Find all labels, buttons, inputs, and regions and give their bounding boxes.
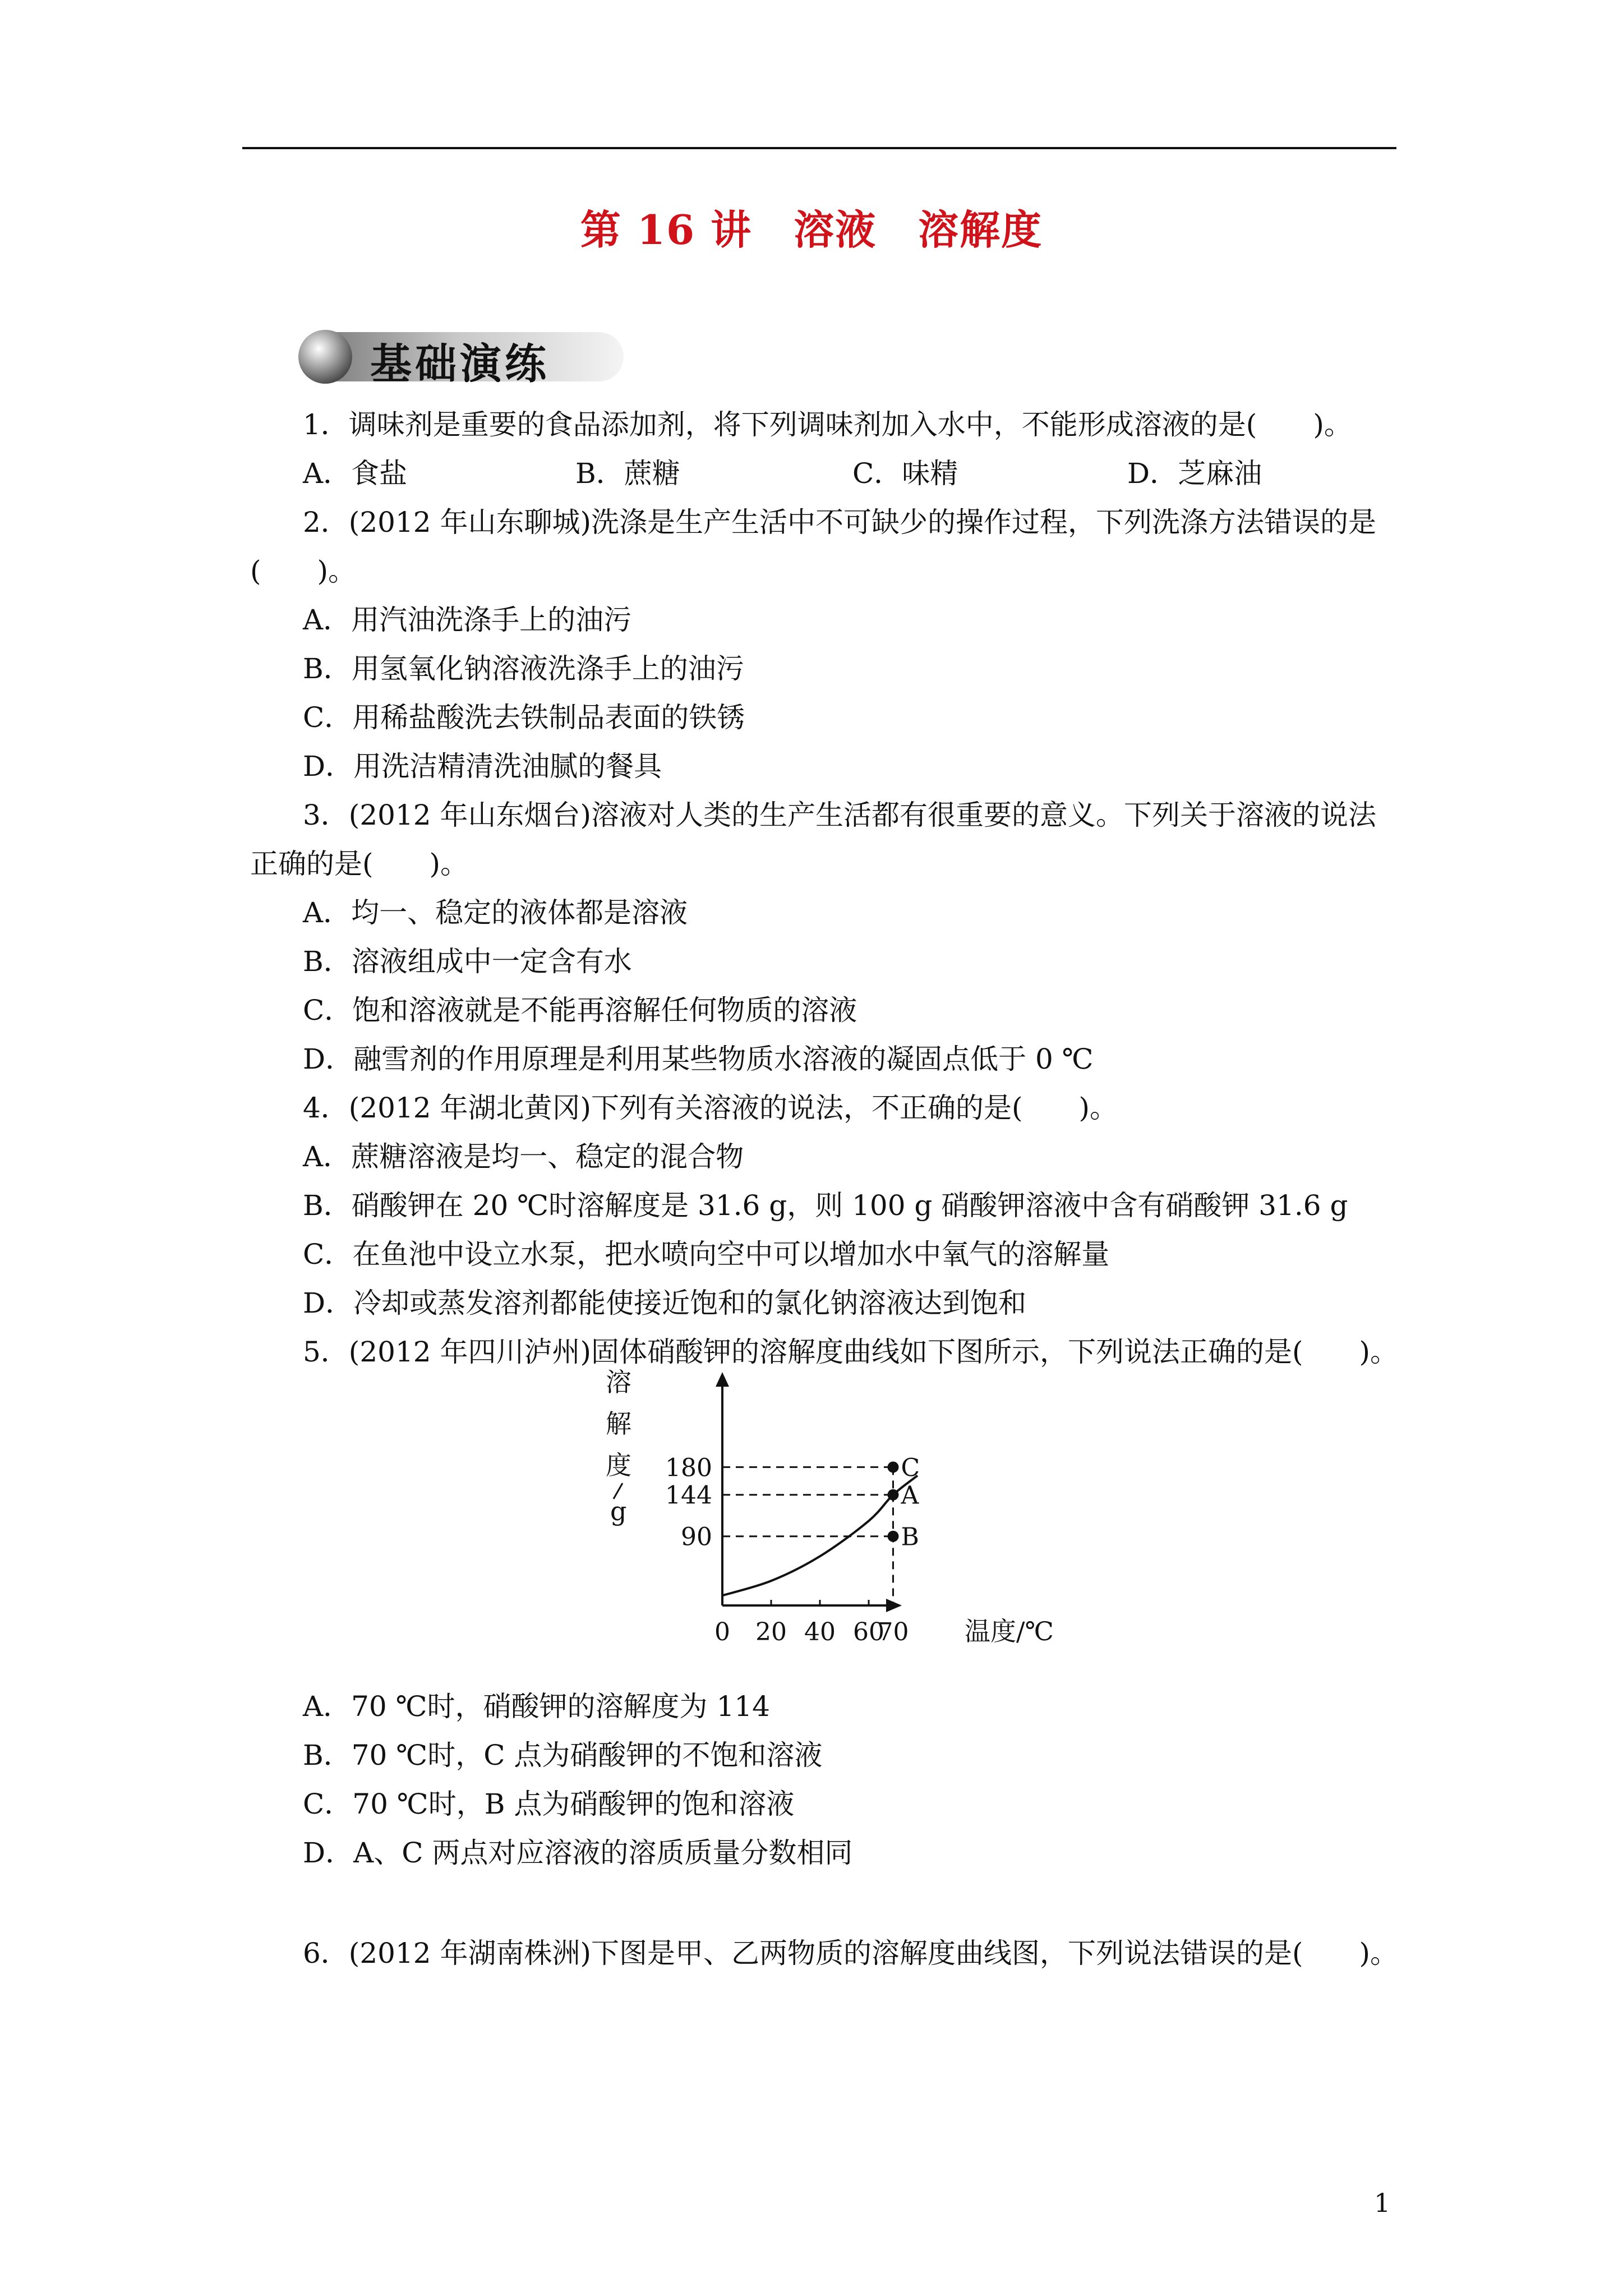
x-tick-label: 60 (853, 1618, 884, 1646)
y-tick-label: 90 (681, 1522, 712, 1552)
solubility-curve-chart (594, 1364, 1099, 1678)
question-1-options (303, 457, 1368, 490)
question-3-option-a: A．均一、稳定的液体都是溶液 (303, 896, 688, 929)
question-5-text: 5．(2012 年四川泸州)固体硝酸钾的溶解度曲线如下图所示，下列说法正确的是( )。 (303, 1336, 1398, 1368)
question-6-text: 6．(2012 年湖南株洲)下图是甲、乙两物质的溶解度曲线图，下列说法错误的是( )。 (303, 1937, 1398, 1970)
question-3-option-d: D．融雪剂的作用原理是利用某些物质水溶液的凝固点低于 0 ℃ (303, 1043, 1094, 1075)
question-2-option-d: D．用洗洁精清洗油腻的餐具 (303, 750, 662, 783)
question-5-option-c: C．70 ℃时，B 点为硝酸钾的饱和溶液 (303, 1788, 795, 1820)
y-tick-label: 144 (665, 1481, 712, 1510)
chart-axes (716, 1372, 902, 1612)
x-tick-label: 70 (877, 1618, 909, 1646)
point-b (888, 1531, 899, 1542)
question-3-option-c: C．饱和溶液就是不能再溶解任何物质的溶液 (303, 994, 857, 1027)
option-b: B．蔗糖 (575, 457, 680, 490)
page-title: 第 16 讲 溶液 溶解度 (580, 206, 1043, 254)
question-3-text-cont: 正确的是( )。 (250, 848, 469, 880)
y-axis-arrow (716, 1372, 729, 1387)
question-4-option-c: C．在鱼池中设立水泵，把水喷向空中可以增加水中氧气的溶解量 (303, 1238, 1110, 1271)
x-tick-label: 20 (755, 1618, 787, 1646)
x-tick-label: 40 (804, 1618, 836, 1646)
point-label-a: A (901, 1481, 919, 1510)
question-2-option-a: A．用汽油洗涤手上的油污 (303, 604, 632, 636)
question-3-option-b: B．溶液组成中一定含有水 (303, 945, 632, 978)
section-heading: 基础演练 (370, 340, 550, 388)
question-2-option-c: C．用稀盐酸洗去铁制品表面的铁锈 (303, 701, 745, 734)
question-2-text: 2．(2012 年山东聊城)洗涤是生产生活中不可缺少的操作过程，下列洗涤方法错误的是 (303, 506, 1376, 539)
question-5-option-a: A．70 ℃时，硝酸钾的溶解度为 114 (303, 1690, 770, 1723)
question-5-option-b: B．70 ℃时，C 点为硝酸钾的不饱和溶液 (303, 1739, 823, 1772)
option-d: D．芝麻油 (1127, 457, 1262, 490)
question-4-option-a: A．蔗糖溶液是均一、稳定的混合物 (303, 1140, 744, 1173)
x-tick-label: 0 (714, 1618, 730, 1646)
y-axis-label-char: 度 (606, 1450, 631, 1480)
y-tick-label: 180 (665, 1453, 712, 1483)
question-1-text: 1．调味剂是重要的食品添加剂，将下列调味剂加入水中，不能形成溶液的是( )。 (303, 408, 1352, 441)
page-number: 1 (1374, 2188, 1391, 2218)
question-2-text-cont: ( )。 (250, 555, 357, 587)
point-label-b: B (901, 1522, 919, 1552)
question-3-text: 3．(2012 年山东烟台)溶液对人类的生产生活都有很重要的意义。下列关于溶液的说法 (303, 799, 1376, 831)
question-4-option-b: B．硝酸钾在 20 ℃时溶解度是 31.6 g，则 100 g 硝酸钾溶液中含有硝酸钾 31.6 g (303, 1189, 1348, 1222)
y-axis-label-char: g (610, 1496, 627, 1526)
y-axis-label-char: 解 (606, 1409, 631, 1439)
header-rule (242, 147, 1396, 149)
option-a: A．食盐 (303, 457, 408, 490)
y-axis-label-char: 溶 (606, 1367, 631, 1397)
point-label-c: C (901, 1453, 920, 1483)
x-axis-label: 温度/℃ (965, 1616, 1054, 1646)
question-4-text: 4．(2012 年湖北黄冈)下列有关溶液的说法，不正确的是( )。 (303, 1092, 1118, 1124)
question-5-option-d: D．A、C 两点对应溶液的溶质质量分数相同 (303, 1837, 853, 1869)
section-banner (298, 329, 612, 387)
question-4-option-d: D．冷却或蒸发溶剂都能使接近饱和的氯化钠溶液达到饱和 (303, 1287, 1027, 1319)
question-2-option-b: B．用氢氧化钠溶液洗涤手上的油污 (303, 652, 744, 685)
chart-guides (722, 1467, 893, 1605)
option-c: C．味精 (852, 457, 958, 490)
point-c (888, 1461, 899, 1473)
point-a (888, 1489, 899, 1501)
banner-circle-icon (298, 330, 352, 384)
